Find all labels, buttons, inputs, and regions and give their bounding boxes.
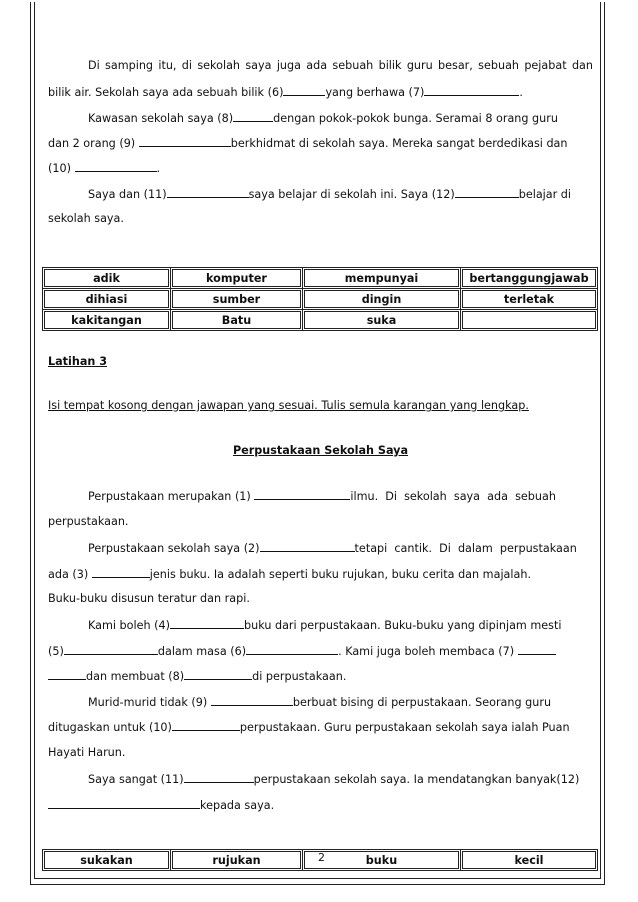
para-line: Kawasan sekolah saya (8) dengan pokok-pokok bunga. Seramai 8 orang guru: [88, 112, 558, 125]
blank-7b-cont[interactable]: [48, 668, 86, 680]
blank-8[interactable]: [233, 110, 273, 122]
blank-12b[interactable]: [48, 797, 200, 809]
essay-title: Perpustakaan Sekolah Saya: [232, 444, 409, 457]
word-cell: Batu: [171, 310, 303, 331]
para-line: Hayati Harun.: [48, 746, 126, 759]
para-line: bilik air. Sekolah saya ada sebuah bilik (6) yang berhawa (7) .: [48, 86, 523, 99]
para-line: perpustakaan.: [48, 515, 129, 528]
para-line: (10) .: [48, 162, 161, 175]
para-line: Saya dan (11) saya belajar di sekolah ini. Saya (12) belajar di: [88, 188, 572, 201]
word-cell: kakitangan: [43, 310, 171, 331]
table-row: [43, 289, 598, 310]
blank-12[interactable]: [455, 186, 519, 198]
para-line: Kami boleh (4) buku dari perpustakaan. Buku-buku yang dipinjam mesti: [88, 619, 562, 632]
word-cell: mempunyai: [303, 268, 461, 289]
page-number: 2: [318, 851, 325, 864]
para-line: ada (3) jenis buku. Ia adalah seperti buku rujukan, buku cerita dan majalah.: [48, 568, 532, 581]
para-line: kepada saya.: [48, 797, 593, 814]
blank-9b[interactable]: [211, 694, 293, 706]
word-cell: terletak: [461, 289, 598, 310]
blank-6[interactable]: [283, 84, 325, 96]
exercise-instruction: Isi tempat kosong dengan jawapan yang sesuai. Tulis semula karangan yang lengkap.: [48, 399, 529, 412]
para-line: dan membuat (8) di perpustakaan.: [48, 668, 593, 685]
blank-7b[interactable]: [518, 643, 556, 655]
word-cell: dihiasi: [43, 289, 171, 310]
table-row: [43, 268, 598, 289]
para-line: (5) dalam masa (6) . Kami juga boleh membaca (7): [48, 643, 593, 660]
para-line: Buku-buku disusun teratur dan rapi.: [48, 592, 250, 605]
para-line: Perpustakaan sekolah saya (2) tetapi cantik. Di dalam perpustakaan: [88, 542, 577, 555]
para-line: ditugaskan untuk (10) perpustakaan. Guru perpustakaan sekolah saya ialah Puan: [48, 721, 570, 734]
blank-3[interactable]: [92, 566, 150, 578]
para-line: Murid-murid tidak (9) berbuat bising di perpustakaan. Seorang guru: [88, 696, 552, 709]
blank-6b[interactable]: [246, 643, 338, 655]
blank-9[interactable]: [139, 135, 231, 147]
blank-10[interactable]: [75, 160, 157, 172]
word-cell: bertanggungjawab: [461, 268, 598, 289]
para-line: Perpustakaan merupakan (1) ilmu. Di sekolah saya ada sebuah: [88, 490, 556, 503]
para-line: Di samping itu, di sekolah saya juga ada sebuah bilik guru besar, sebuah pejabat dan: [88, 59, 593, 72]
blank-10b[interactable]: [172, 719, 240, 731]
word-cell: komputer: [171, 268, 303, 289]
blank-11[interactable]: [167, 186, 249, 198]
blank-5[interactable]: [64, 643, 158, 655]
blank-4[interactable]: [170, 617, 244, 629]
blank-8b[interactable]: [184, 668, 252, 680]
word-cell: [461, 310, 598, 331]
para-line: sekolah saya.: [48, 212, 124, 225]
word-cell: adik: [43, 268, 171, 289]
exercise-heading: Latihan 3: [48, 355, 108, 368]
word-cell: sumber: [171, 289, 303, 310]
word-cell: buku: [303, 850, 461, 871]
word-cell: suka: [303, 310, 461, 331]
word-cell: sukakan: [43, 850, 171, 871]
blank-7[interactable]: [424, 84, 519, 96]
blank-2[interactable]: [260, 540, 355, 552]
word-cell: dingin: [303, 289, 461, 310]
blank-11b[interactable]: [184, 771, 254, 783]
para-line: dan 2 orang (9) berkhidmat di sekolah saya. Mereka sangat berdedikasi dan: [48, 137, 568, 150]
table-row: [43, 310, 598, 331]
word-bank-table-1: [42, 267, 598, 331]
para-line: Saya sangat (11) perpustakaan sekolah saya. Ia mendatangkan banyak(12): [88, 773, 580, 786]
blank-1[interactable]: [254, 488, 350, 500]
word-cell: kecil: [461, 850, 598, 871]
word-cell: rujukan: [171, 850, 303, 871]
